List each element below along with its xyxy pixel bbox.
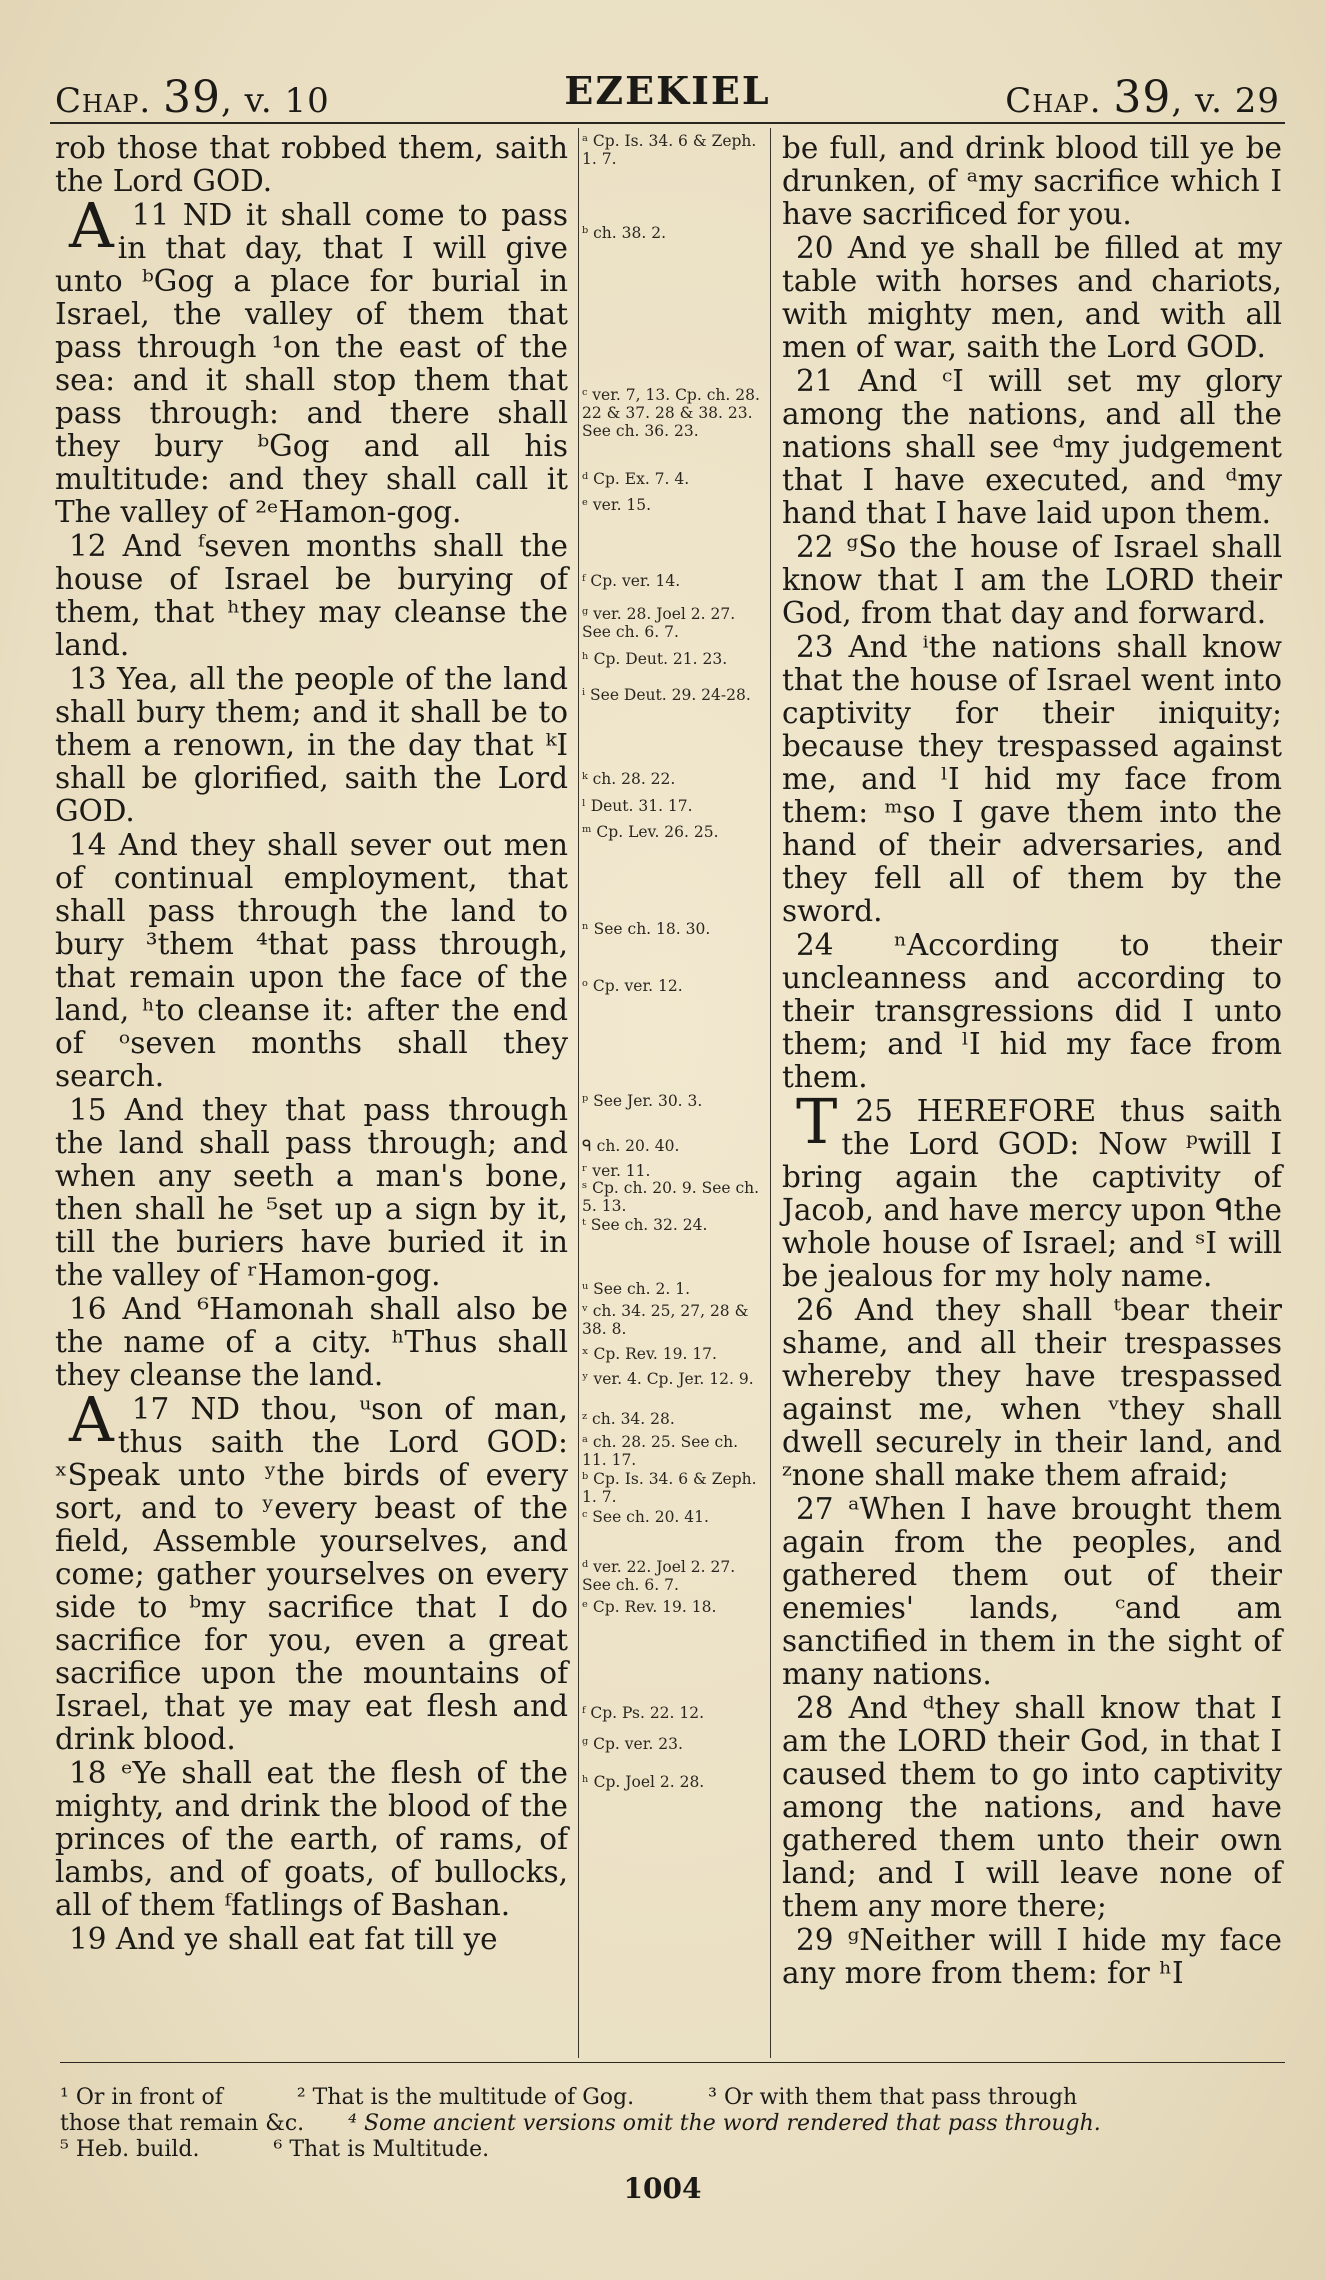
verse-text: And ⁱthe nations shall know that the house of Israel went into captivity for their iniquity; because they trespassed against me, and ˡI hid my face from them: ᵐso I gave them into the hand of their adversaries, and they fell all of them by the sword. (782, 630, 1282, 928)
cross-reference: ᵏ ch. 28. 22. (582, 770, 676, 788)
verse-number: 12 (69, 529, 123, 563)
cross-reference: ᵃ ch. 28. 25. See ch. 11. 17. (582, 1433, 739, 1469)
left-text-column (55, 132, 568, 1957)
verse-text: rob those that robbed them, saith the Lord GOD. (55, 131, 568, 198)
cross-reference: ᑫ ch. 20. 40. (582, 1137, 680, 1155)
column-divider-left (578, 128, 579, 2058)
cross-reference-column (582, 132, 766, 2032)
header-rule (50, 122, 1285, 124)
footnote-4: ⁴ Some ancient versions omit the word rendered that pass through. (348, 2111, 1101, 2136)
verse (782, 1924, 1282, 1990)
footnote-rule (60, 2062, 1285, 2063)
verse (55, 829, 568, 1093)
verse (782, 232, 1282, 364)
verse (782, 929, 1282, 1094)
footnote-6: ⁶ That is Multitude. (273, 2137, 490, 2162)
verse-text: And ye shall be filled at my table with horses and chariots, with mighty men, and with all men of war, saith the Lord GOD. (782, 231, 1282, 364)
cross-reference: ᶠ Cp. Ps. 22. 12. (582, 1704, 705, 1722)
header-right-verse: , v. 29 (1171, 81, 1280, 121)
footnote-line (60, 2137, 1285, 2163)
verse-text: And ᶜI will set my glory among the nations, and all the nations shall see ᵈmy judgement that I have executed, and ᵈmy hand that I have laid upon them. (782, 364, 1283, 530)
verse-number: 15 (69, 1093, 125, 1127)
verse-text: be full, and drink blood till ye be drunken, of ᵃmy sacrifice which I have sacrificed for you. (782, 131, 1282, 231)
verse-text: Yea, all the people of the land shall bury them; and it shall be to them a renown, in the day that ᵏI shall be glorified, saith the Lord GOD. (55, 662, 568, 828)
cross-reference: ʳ ver. 11. (582, 1162, 651, 1180)
footnote-1-cont: those that remain &c. (60, 2111, 305, 2136)
verse (55, 132, 568, 198)
footnote-1: ¹ Or in front of (60, 2085, 223, 2110)
cross-reference: ᵈ ver. 22. Joel 2. 27. See ch. 6. 7. (582, 1558, 736, 1594)
verse-number: 23 (796, 630, 849, 664)
cross-reference: ˣ Cp. Rev. 19. 17. (582, 1345, 717, 1363)
verse-number: 24 (796, 928, 895, 962)
verse-number: 11 (131, 198, 183, 232)
verse-text: ᵍSo the house of Israel shall know that I am the LORD their God, from that day and forward. (782, 530, 1282, 630)
verse-number: 28 (796, 1691, 849, 1725)
running-header (55, 62, 1280, 122)
verse (55, 1094, 568, 1292)
verse-number: 25 (855, 1094, 917, 1128)
verse (55, 1383, 569, 1756)
cross-reference: ʰ Cp. Joel 2. 28. (582, 1773, 705, 1791)
verse-number: 16 (69, 1292, 123, 1326)
drop-cap: A (69, 189, 114, 262)
cross-reference: ᵒ Cp. ver. 12. (582, 977, 683, 995)
cross-reference: ᶜ ver. 7, 13. Cp. ch. 28. 22 & 37. 28 & 38. 23. See ch. 36. 23. (582, 386, 760, 440)
header-right-reference (1005, 72, 1280, 123)
cross-reference: ᵇ Cp. Is. 34. 6 & Zeph. 1. 7. (582, 1470, 757, 1506)
verse-number: 14 (69, 828, 119, 862)
verse (55, 1757, 568, 1922)
cross-reference: ʰ Cp. Deut. 21. 23. (582, 650, 728, 668)
cross-reference: ᵍ Cp. ver. 23. (582, 1735, 683, 1753)
cross-reference: ᶻ ch. 34. 28. (582, 1410, 675, 1428)
header-right-chap: Chap. (1005, 81, 1102, 121)
verse-number: 21 (796, 364, 859, 398)
verse (55, 1923, 568, 1956)
cross-reference: ⁱ See Deut. 29. 24-28. (582, 686, 751, 704)
verse-text: ᵉYe shall eat the flesh of the mighty, and drink the blood of the princes of the earth, of rams, of lambs, and of goats, of bullocks, all of them ᶠfatlings of Bashan. (55, 1756, 568, 1922)
verse-number: 22 (796, 530, 847, 564)
verse-text: And ᵈthey shall know that I am the LORD their God, in that I caused them to go into captivity among the nations, and have gathered them unto their own land; and I will leave none of them any more there; (782, 1691, 1283, 1923)
book-title: EZEKIEL (564, 68, 771, 113)
header-left-verse: , v. 10 (221, 81, 330, 121)
verse-text: ND thou, ᵘson of man, thus saith the Lord GOD: ˣSpeak unto ʸthe birds of every sort, and to ʸevery beast of the field, Assemble yourselves, and come; gather yourselves on every side to ᵇmy sacrifice that I do sacrifice for you, even a great sacrifice upon the mountains of Israel, that ye may eat flesh and drink blood. (55, 1392, 569, 1756)
cross-reference: ᵗ See ch. 32. 24. (582, 1216, 708, 1234)
cross-reference: ᵐ Cp. Lev. 26. 25. (582, 823, 719, 841)
verse-text: And they shall ᵗbear their shame, and all their trespasses whereby they have trespassed against me, when ᵛthey shall dwell securely in their land, and ᶻnone shall make them afraid; (782, 1293, 1282, 1492)
verse-number: 29 (796, 1923, 848, 1957)
verse-number: 20 (796, 231, 848, 265)
cross-reference: ˢ Cp. ch. 20. 9. See ch. 5. 13. (582, 1179, 760, 1215)
header-left-chap: Chap. (55, 81, 152, 121)
verse-text: HEREFORE thus saith the Lord GOD: Now ᵖwill I bring again the captivity of Jacob, and have mercy upon ᑫthe whole house of Israel; and ˢI will be jealous for my holy name. (782, 1094, 1282, 1293)
cross-reference: ᶜ See ch. 20. 41. (582, 1508, 709, 1526)
verse-number: 26 (796, 1293, 855, 1327)
verse-number: 18 (69, 1756, 122, 1790)
footnote-3: ³ Or with them that pass through (708, 2085, 1078, 2110)
verse-number: 13 (69, 662, 118, 696)
verse (782, 531, 1282, 630)
column-divider-right (770, 128, 771, 2058)
verse (782, 1493, 1282, 1691)
verse-text: And they that pass through the land shall pass through; and when any seeth a man's bone, then shall he ⁵set up a sign by it, till the buriers have buried it in the valley of ʳHamon-gog. (55, 1093, 568, 1292)
cross-reference: ᵍ ver. 28. Joel 2. 27. See ch. 6. 7. (582, 605, 736, 641)
verse-number: 27 (796, 1492, 849, 1526)
header-left-num: 39 (163, 72, 222, 123)
verse-text: And ye shall eat fat till ye (115, 1922, 498, 1956)
verse (782, 1294, 1282, 1492)
verse-text: And ᶠseven months shall the house of Israel be burying of them, that ʰthey may cleanse the land. (55, 529, 569, 662)
verse-text: ND it shall come to pass in that day, that I will give unto ᵇGog a place for burial in Israel, the valley of them that pass through ¹on the east of the sea: and it shall stop them that pass through: and there shall they bury ᵇGog and all his multitude: and they shall call it The valley of ²ᵉHamon-gog. (55, 198, 568, 529)
header-right-num: 39 (1113, 72, 1172, 123)
verse (782, 132, 1282, 231)
footnote-2: ² That is the multitude of Gog. (296, 2085, 635, 2110)
drop-cap: T (796, 1085, 838, 1158)
drop-cap: A (69, 1383, 114, 1456)
cross-reference: ᵉ ver. 15. (582, 496, 652, 514)
cross-reference: ᵈ Cp. Ex. 7. 4. (582, 470, 690, 488)
verse (55, 663, 568, 828)
cross-reference: ˡ Deut. 31. 17. (582, 797, 693, 815)
verse-text: ᵍNeither will I hide my face any more from them: for ʰI (782, 1923, 1282, 1990)
verse-text: And they shall sever out men of continual employment, that shall pass through the land to bury ³them ⁴that pass through, that remain upon the face of the land, ʰto cleanse it: after the end of ᵒseven months shall they search. (55, 828, 569, 1093)
footnote-5: ⁵ Heb. build. (60, 2137, 200, 2162)
verse-number: 19 (69, 1922, 116, 1956)
page-number: 1004 (623, 2172, 702, 2205)
verse (55, 189, 568, 529)
cross-reference: ᵛ ch. 34. 25, 27, 28 & 38. 8. (582, 1302, 749, 1338)
verse-text: ⁿAccording to their uncleanness and according to their transgressions did I unto them; and ˡI hid my face from them. (782, 928, 1282, 1094)
verse (782, 1085, 1282, 1293)
verse (782, 365, 1282, 530)
cross-reference: ʸ ver. 4. Cp. Jer. 12. 9. (582, 1370, 754, 1388)
cross-reference: ⁿ See ch. 18. 30. (582, 920, 711, 938)
footnote-line (60, 2085, 1285, 2111)
cross-reference: ᵉ Cp. Rev. 19. 18. (582, 1598, 717, 1616)
verse-text: ᵃWhen I have brought them again from the peoples, and gathered them out of their enemies' lands, ᶜand am sanctified in them in the sight of many nations. (782, 1492, 1282, 1691)
cross-reference: ᵘ See ch. 2. 1. (582, 1280, 691, 1298)
right-text-column (782, 132, 1282, 1991)
verse (782, 1692, 1282, 1923)
footnote-line (60, 2111, 1285, 2137)
verse-number: 17 (131, 1392, 191, 1426)
verse (782, 631, 1282, 928)
verse-text: And ⁶Hamonah shall also be the name of a city. ʰThus shall they cleanse the land. (55, 1292, 568, 1392)
footnotes (60, 2085, 1285, 2163)
verse (55, 1293, 568, 1392)
cross-reference: ᵖ See Jer. 30. 3. (582, 1092, 703, 1110)
verse (55, 530, 568, 662)
cross-reference: ᶠ Cp. ver. 14. (582, 572, 681, 590)
cross-reference: ᵃ Cp. Is. 34. 6 & Zeph. 1. 7. (582, 132, 757, 168)
cross-reference: ᵇ ch. 38. 2. (582, 224, 667, 242)
